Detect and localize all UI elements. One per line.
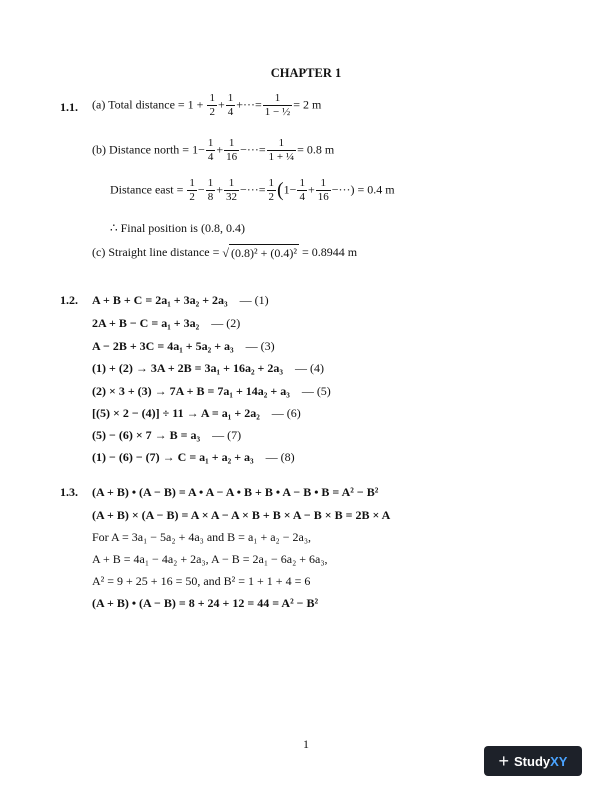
equation-text: (1) + (2) → 3A + 2B = 3a₁ + 16a₂ + 2a₃ bbox=[92, 361, 283, 375]
fraction: $\frac{1}{2}$ bbox=[189, 177, 195, 203]
problem-number-1-2: 1.2. bbox=[60, 293, 78, 307]
equation-line: A + B = 4a₁ − 4a₂ + 2a₃, A − B = 2a₁ − 6a₂ + 6a₃, bbox=[92, 552, 328, 566]
equation-line bbox=[92, 384, 331, 399]
eq-result: = 0.8944 m bbox=[298, 245, 358, 259]
eq-lead: (a) Total distance = 1 + bbox=[92, 97, 207, 112]
equation-ref: — (2) bbox=[211, 316, 241, 330]
equation-text: (1) − (6) − (7) → C = a₁ + a₂ + a₃ bbox=[92, 450, 254, 464]
studyxy-badge[interactable] bbox=[484, 746, 582, 776]
equation-ref: — (5) bbox=[301, 384, 331, 398]
eq-1-1-b: (b) Distance north = 1− $\frac{1}{4}$ + $\frac{1}{16}$ −···= $\frac{1}{\text{1 + ¼}}$ = 0.8 m bbox=[92, 137, 335, 163]
problem-number-1-3: 1.3. bbox=[60, 485, 78, 499]
final-position: ∴ Final position is (0.8, 0.4) bbox=[110, 221, 245, 235]
equation-ref: — (8) bbox=[265, 450, 295, 464]
equation-text: (2) × 3 + (3) → 7A + B = 7a₁ + 14a₂ + a₃ bbox=[92, 384, 290, 398]
equation-text: A + B + C = 2a₁ + 3a₂ + 2a₃ bbox=[92, 293, 228, 307]
brand-prefix: Study bbox=[514, 753, 551, 769]
eq-1-1-a: (a) Total distance = 1 + $\frac{1}{2}$ + $\frac{1}{4}$ +···= $\frac{1}{\text{1 − ½}}$ = 2 m bbox=[92, 92, 322, 118]
equation-text: A − 2B + 3C = 4a₁ + 5a₂ + a₃ bbox=[92, 339, 234, 353]
chapter-title: CHAPTER 1 bbox=[270, 66, 342, 80]
equation-text: [(5) × 2 − (4)] ÷ 11 → A = a₁ + 2a₂ bbox=[92, 406, 260, 420]
equation-line: (A + B) • (A − B) = A • A − A • B + B • A − B • B = A² − B² bbox=[92, 485, 379, 499]
equation-ref: — (3) bbox=[245, 339, 275, 353]
equation-text: 2A + B − C = a₁ + 3a₂ bbox=[92, 316, 200, 330]
equation-ref: — (6) bbox=[271, 406, 301, 420]
equation-line bbox=[92, 406, 301, 421]
fraction: $\frac{1}{2}$ bbox=[268, 177, 274, 203]
fraction: $\frac{1}{16}$ bbox=[317, 177, 329, 203]
plus-icon: + bbox=[498, 750, 510, 771]
fraction: $\frac{1}{2}$ bbox=[209, 92, 215, 118]
equation-line bbox=[92, 293, 269, 308]
eq-result: ) = 0.4 m bbox=[350, 182, 395, 197]
equation-line bbox=[92, 428, 241, 443]
fraction: $\frac{1}{4}$ bbox=[227, 92, 234, 118]
problem-number-1-1: 1.1. bbox=[60, 100, 78, 114]
equation-line: (A + B) × (A − B) = A × A − A × B + B × A − B × B = 2B × A bbox=[92, 508, 391, 522]
fraction: $\frac{1}{4}$ bbox=[207, 137, 214, 163]
eq-1-1-c: (c) Straight line distance = √ (0.8)² + (0.4)² = 0.8944 m bbox=[92, 245, 358, 260]
equation-ref: — (1) bbox=[239, 293, 269, 307]
equation-text: (5) − (6) × 7 → B = a₃ bbox=[92, 428, 201, 442]
eq-result: = 0.8 m bbox=[297, 142, 335, 157]
square-root: √ (0.8)² + (0.4)² bbox=[222, 245, 297, 260]
brand-suffix: XY bbox=[550, 753, 568, 769]
equation-line: A² = 9 + 25 + 16 = 50, and B² = 1 + 1 + 4 = 6 bbox=[92, 574, 311, 588]
page-number: 1 bbox=[303, 737, 309, 751]
fraction: $\frac{1}{\text{1 + ¼}}$ bbox=[268, 137, 295, 163]
equation-line: For A = 3a₁ − 5a₂ + 4a₃ and B = a₁ + a₂ − 2a₃, bbox=[92, 530, 312, 544]
equation-line: (A + B) • (A − B) = 8 + 24 + 12 = 44 = A² − B² bbox=[92, 596, 319, 610]
equation-ref: — (4) bbox=[294, 361, 324, 375]
equation-line bbox=[92, 361, 324, 376]
fraction: $\frac{1}{\text{1 − ½}}$ bbox=[264, 92, 291, 118]
eq-result: = 2 m bbox=[293, 97, 322, 112]
equation-line bbox=[92, 450, 295, 465]
fraction: $\frac{1}{32}$ bbox=[225, 177, 237, 203]
equation-line bbox=[92, 316, 240, 331]
equation-ref: — (7) bbox=[212, 428, 242, 442]
equation-line bbox=[92, 339, 275, 354]
eq-1-1-east: Distance east = $\frac{1}{2}$ − $\frac{1}{8}$ + $\frac{1}{32}$ −···= $\frac{1}{2}$ (1− $\frac{1}{4}$ + $\frac{1}{16}$ −···) = 0.4 m bbox=[110, 177, 395, 203]
fraction: $\frac{1}{8}$ bbox=[207, 177, 214, 203]
fraction: $\frac{1}{4}$ bbox=[299, 177, 305, 203]
fraction: $\frac{1}{16}$ bbox=[226, 137, 238, 163]
